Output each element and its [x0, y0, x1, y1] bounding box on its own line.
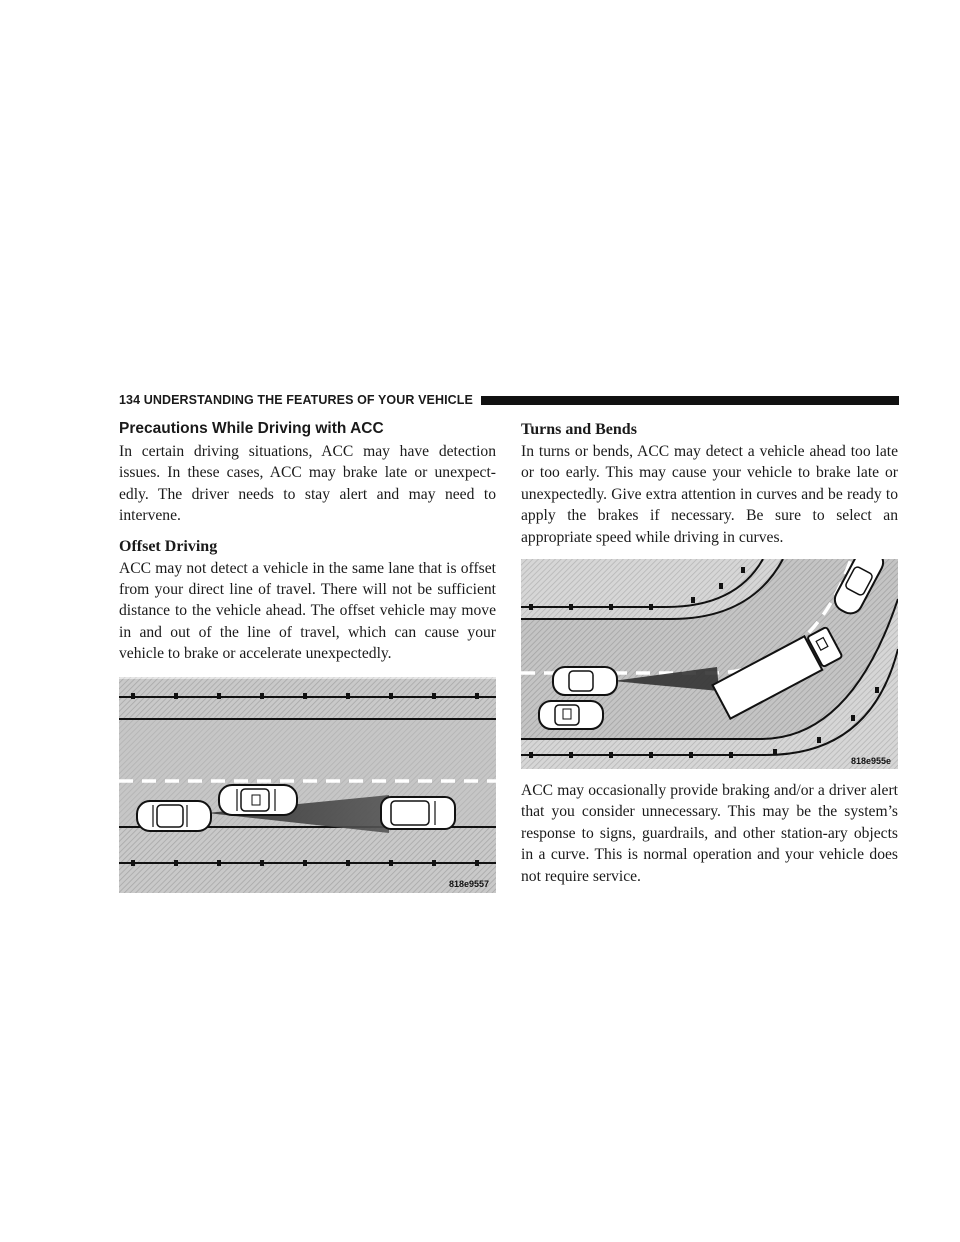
section-heading-precautions: Precautions While Driving with ACC: [119, 420, 384, 437]
right-column: [521, 419, 898, 887]
intro-paragraph: In certain driving situations, ACC may have detection issues. In these cases, ACC may brake late or unexpect-edly. The driver needs to stay alert and may need to intervene.: [119, 443, 496, 525]
curve-driving-illustration: [521, 559, 898, 769]
figure-code: 818e9557: [449, 878, 490, 889]
ego-car-icon: [137, 801, 211, 831]
ego-car-icon-curve: [553, 667, 617, 695]
left-column: [119, 419, 496, 893]
page-number-and-section: 134 UNDERSTANDING THE FEATURES OF YOUR VEHICLE: [119, 393, 473, 407]
page-header: [119, 390, 899, 410]
offset-car-icon: [219, 785, 297, 815]
adjacent-car-icon: [539, 701, 603, 729]
subheading-offset-driving: Offset Driving: [119, 537, 218, 555]
lead-vehicle-icon: [381, 797, 455, 829]
offset-driving-paragraph: ACC may not detect a vehicle in the same lane that is offset from your direct line of travel. There will not be sufficient distance to the vehicle ahead. The offset vehicle may move in and out of the line of travel, which can cause your vehicle to brake or accelerate unexpectedly.: [119, 559, 496, 663]
subheading-turns-and-bends: Turns and Bends: [521, 421, 637, 438]
curve-note-paragraph: ACC may occasionally provide braking and/or a driver alert that you consider unnecessary. This may be the system’s response to signs, guardrails, and other station-ary objects in a curve. This is normal operation and your vehicle does not require service.: [521, 782, 898, 885]
header-rule: [481, 396, 899, 405]
offset-driving-illustration: [119, 677, 496, 893]
turns-paragraph: In turns or bends, ACC may detect a vehicle ahead too late or too early. This may cause your vehicle to brake late or unexpectedly. Give extra attention in curves and be ready to apply the brakes if necessary. Be sure to select an appropriate speed while driving in curves.: [521, 443, 898, 546]
figure-code: 818e955e: [851, 756, 892, 767]
